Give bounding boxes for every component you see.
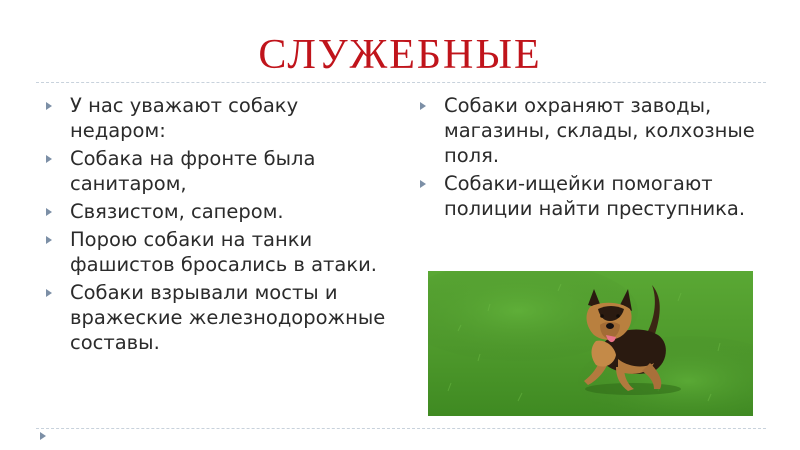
bullet-item [44,227,394,277]
bottom-divider [36,428,766,429]
bullet-item [44,280,394,355]
bullet-arrow-icon [46,208,52,216]
bullet-text: Собака на фронте была санитаром, [70,147,316,195]
bullet-item [418,93,778,168]
bullet-arrow-icon [46,155,52,163]
german-shepherd-illustration [428,271,753,416]
bullet-item [418,171,778,221]
bullet-item [44,146,394,196]
bullet-arrow-icon [46,236,52,244]
left-bullet-list [44,93,394,358]
bullet-arrow-icon [420,102,426,110]
bullet-text: Собаки взрывали мосты и вражеские железнодорожные составы. [70,281,386,354]
footer-arrow-icon [40,432,46,440]
right-bullet-list [418,93,778,224]
bullet-text: Собаки охраняют заводы, магазины, склады, колхозные поля. [444,94,755,167]
dog-photo [428,271,753,416]
slide-title: СЛУЖЕБНЫЕ [258,32,542,78]
bullet-text: Собаки-ищейки помогают полиции найти преступника. [444,172,746,220]
bullet-arrow-icon [420,180,426,188]
bullet-text: У нас уважают собаку недаром: [70,94,299,142]
top-divider [36,82,766,83]
bullet-item [44,93,394,143]
bullet-text: Связистом, сапером. [70,200,284,223]
bullet-arrow-icon [46,289,52,297]
bullet-text: Порою собаки на танки фашистов бросались в атаки. [70,228,377,276]
bullet-item [44,199,394,224]
bullet-arrow-icon [46,102,52,110]
